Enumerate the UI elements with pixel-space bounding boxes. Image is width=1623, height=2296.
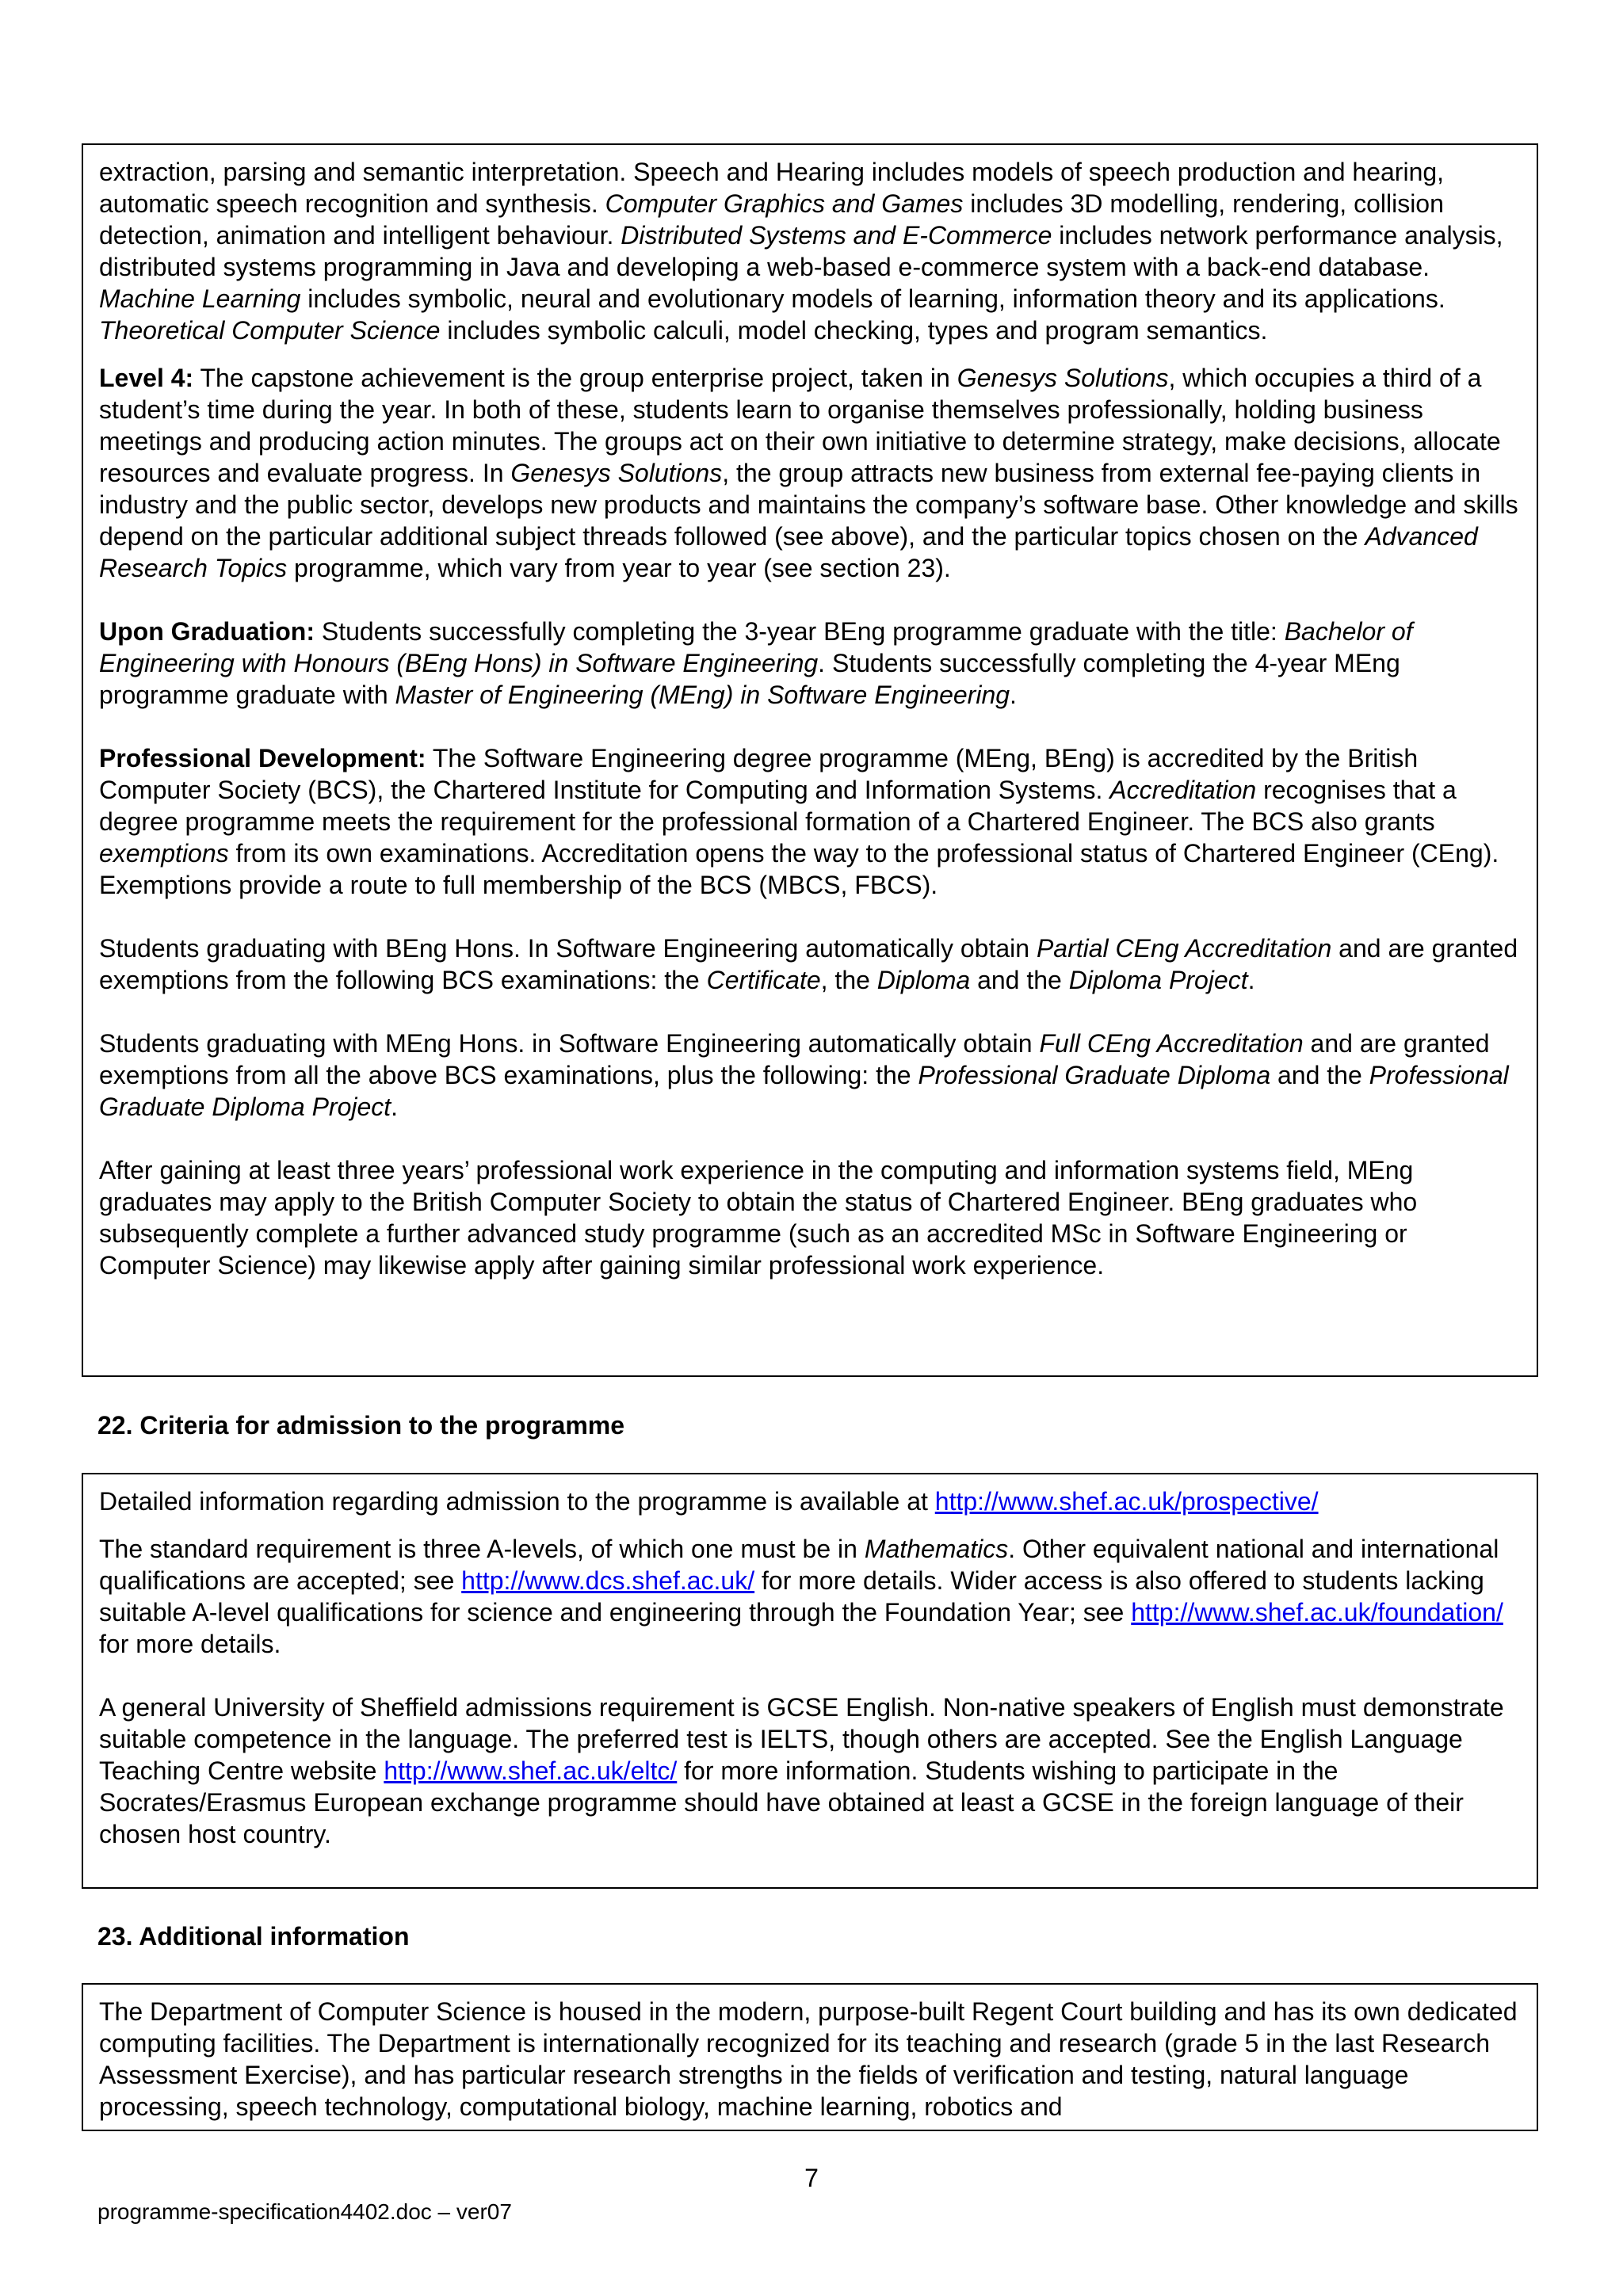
eltc-link[interactable]: http://www.shef.ac.uk/eltc/: [384, 1756, 678, 1785]
department-paragraph: The Department of Computer Science is housed in the modern, purpose-built Regent Court building and has its own dedicated computing facilities. The Department is internationally recognized for its teaching and research (grade 5 in the last Research Assessment Exercise), and has particular research strengths in the fields of verification and testing, natural language processing, speech technology, computational biology, machine learning, robotics and: [99, 1997, 1518, 2121]
subject-threads-paragraph: extraction, parsing and semantic interpretation. Speech and Hearing includes models of speech production and hearing, automatic speech recognition and synthesis. Computer Graphics and Games includes 3D modelling, rendering, collision detection, animation and intelligent behaviour. Distributed Systems and E-Commerce includes network performance analysis, distributed systems programming in Java and developing a web-based e-commerce system with a back-end database. Machine Learning includes symbolic, neural and evolutionary models of learning, information theory and its applications. Theoretical Computer Science includes symbolic calculi, model checking, types and program semantics.: [99, 158, 1503, 345]
section-23-heading: 23. Additional information: [97, 1922, 410, 1951]
page-number: 7: [804, 2164, 819, 2192]
upon-graduation-paragraph: Upon Graduation: Students successfully completing the 3-year BEng programme graduate with the title: Bachelor of Engineering with Honours (BEng Hons) in Software Engineering. Students successfully completing the 4-year MEng programme graduate with Master of Engineering (MEng) in Software Engineering.: [99, 617, 1413, 709]
beng-accreditation-paragraph: Students graduating with BEng Hons. In Software Engineering automatically obtain Partial CEng Accreditation and are granted exemptions from the following BCS examinations: the Certificate, the Diploma and the Diploma Project.: [99, 934, 1518, 994]
additional-information-box: [82, 1983, 1538, 2131]
prospective-link[interactable]: http://www.shef.ac.uk/prospective/: [934, 1487, 1319, 1516]
level-4-paragraph: Level 4: The capstone achievement is the group enterprise project, taken in Genesys Solutions, which occupies a third of a student’s time during the year. In both of these, students learn to organise themselves professionally, holding business meetings and producing action minutes. The groups act on their own initiative to determine strategy, make decisions, allocate resources and evaluate progress. In Genesys Solutions, the group attracts new business from external fee-paying clients in industry and the public sector, develops new products and maintains the company’s software base. Other knowledge and skills depend on the particular additional subject threads followed (see above), and the particular topics chosen on the Advanced Research Topics programme, which vary from year to year (see section 23).: [99, 364, 1518, 582]
admission-info-paragraph: Detailed information regarding admission to the programme is available at http://www.shef.ac.uk/prospective/: [99, 1487, 1319, 1516]
programme-details-box: [82, 143, 1538, 1377]
foundation-link[interactable]: http://www.shef.ac.uk/foundation/: [1131, 1598, 1503, 1627]
document-footer: programme-specification4402.doc – ver07: [97, 2199, 512, 2224]
a-level-requirement-paragraph: The standard requirement is three A-levels, of which one must be in Mathematics. Other equivalent national and international qualifications are accepted; see http://www.dcs.shef.ac.uk/ for more details. Wider access is also offered to students lacking suitable A-level qualifications for science and engineering through the Foundation Year; see http://www.shef.ac.uk/foundation/ for more details.: [99, 1535, 1503, 1658]
section-22-heading: 22. Criteria for admission to the programme: [97, 1411, 625, 1440]
chartered-engineer-paragraph: After gaining at least three years’ professional work experience in the computing and information systems field, MEng graduates may apply to the British Computer Society to obtain the status of Chartered Engineer. BEng graduates who subsequently complete a further advanced study programme (such as an accredited MSc in Software Engineering or Computer Science) may likewise apply after gaining similar professional work experience.: [99, 1156, 1418, 1280]
english-requirement-paragraph: A general University of Sheffield admissions requirement is GCSE English. Non-native speakers of English must demonstrate suitable competence in the language. The preferred test is IELTS, though others are accepted. See the English Language Teaching Centre website http://www.shef.ac.uk/eltc/ for more information. Students wishing to participate in the Socrates/Erasmus European exchange programme should have obtained at least a GCSE in the foreign language of their chosen host country.: [99, 1693, 1504, 1848]
dcs-link[interactable]: http://www.dcs.shef.ac.uk/: [461, 1566, 755, 1595]
professional-development-paragraph: Professional Development: The Software Engineering degree programme (MEng, BEng) is accredited by the British Computer Society (BCS), the Chartered Institute for Computing and Information Systems. Accreditation recognises that a degree programme meets the requirement for the professional formation of a Chartered Engineer. The BCS also grants exemptions from its own examinations. Accreditation opens the way to the professional status of Chartered Engineer (CEng). Exemptions provide a route to full membership of the BCS (MBCS, FBCS).: [99, 744, 1499, 899]
admission-criteria-box: [82, 1473, 1538, 1889]
meng-accreditation-paragraph: Students graduating with MEng Hons. in Software Engineering automatically obtain Full CEng Accreditation and are granted exemptions from all the above BCS examinations, plus the following: the Professional Graduate Diploma and the Professional Graduate Diploma Project.: [99, 1029, 1509, 1121]
